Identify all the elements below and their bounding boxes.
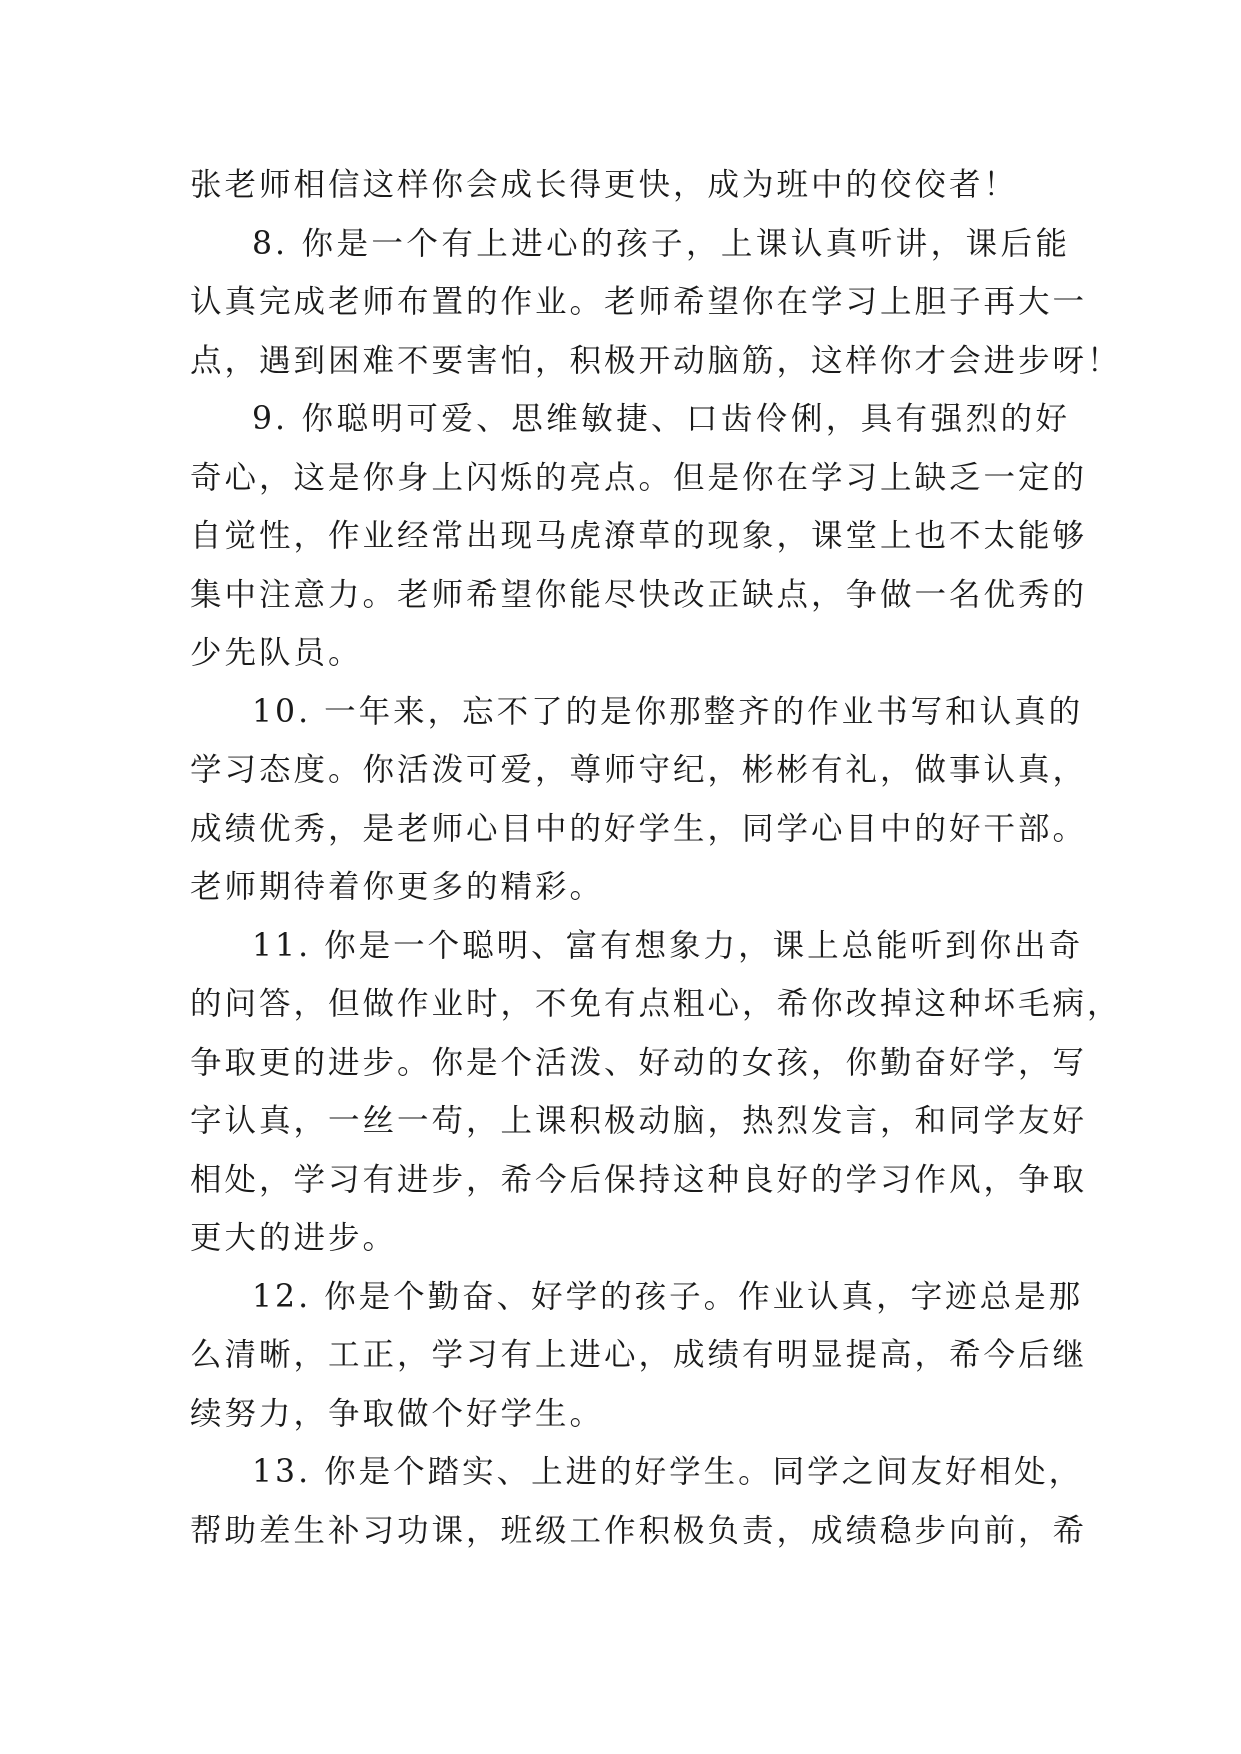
text-line: 11. 你是一个聪明、富有想象力，课上总能听到你出奇 xyxy=(252,927,1084,964)
text-line: 13. 你是个踏实、上进的好学生。同学之间友好相处， xyxy=(252,1454,1084,1490)
text-line: 更大的进步。 xyxy=(190,1220,398,1256)
text-line: 10. 一年来，忘不了的是你那整齐的作业书写和认真的 xyxy=(252,693,1084,730)
text-line: 8. 你是一个有上进心的孩子，上课认真听讲，课后能 xyxy=(252,225,1070,262)
text-line: 么清晰，工正，学习有上进心，成绩有明显提高，希今后继 xyxy=(190,1337,1088,1373)
text-line: 相处，学习有进步，希今后保持这种良好的学习作风，争取 xyxy=(190,1161,1088,1198)
text-line: 成绩优秀，是老师心目中的好学生，同学心目中的好干部。 xyxy=(190,810,1088,847)
text-line: 学习态度。你活泼可爱，尊师守纪，彬彬有礼，做事认真， xyxy=(190,752,1088,788)
text-line: 字认真，一丝一苟，上课积极动脑，热烈发言，和同学友好 xyxy=(190,1103,1088,1139)
text-line: 争取更的进步。你是个活泼、好动的女孩，你勤奋好学，写 xyxy=(190,1044,1088,1081)
document-body xyxy=(190,156,1122,1560)
text-line: 认真完成老师布置的作业。老师希望你在学习上胆子再大一 xyxy=(190,284,1088,320)
text-line: 9. 你聪明可爱、思维敏捷、口齿伶俐，具有强烈的好 xyxy=(252,401,1070,437)
text-line: 老师期待着你更多的精彩。 xyxy=(190,869,605,905)
text-line: 集中注意力。老师希望你能尽快改正缺点，争做一名优秀的 xyxy=(190,576,1088,613)
text-line: 张老师相信这样你会成长得更快，成为班中的佼佼者！ xyxy=(190,167,1019,203)
text-line: 续努力，争取做个好学生。 xyxy=(190,1395,605,1432)
text-line: 自觉性，作业经常出现马虎潦草的现象，课堂上也不太能够 xyxy=(190,518,1088,554)
text-line: 点，遇到困难不要害怕，积极开动脑筋，这样你才会进步呀！ xyxy=(190,342,1122,379)
text-line: 少先队员。 xyxy=(190,635,363,671)
text-line: 12. 你是个勤奋、好学的孩子。作业认真，字迹总是那 xyxy=(252,1278,1084,1315)
text-line: 的问答，但做作业时，不免有点粗心，希你改掉这种坏毛病， xyxy=(190,986,1122,1022)
text-line: 帮助差生补习功课，班级工作积极负责，成绩稳步向前，希 xyxy=(190,1512,1088,1549)
text-line: 奇心，这是你身上闪烁的亮点。但是你在学习上缺乏一定的 xyxy=(190,459,1088,496)
